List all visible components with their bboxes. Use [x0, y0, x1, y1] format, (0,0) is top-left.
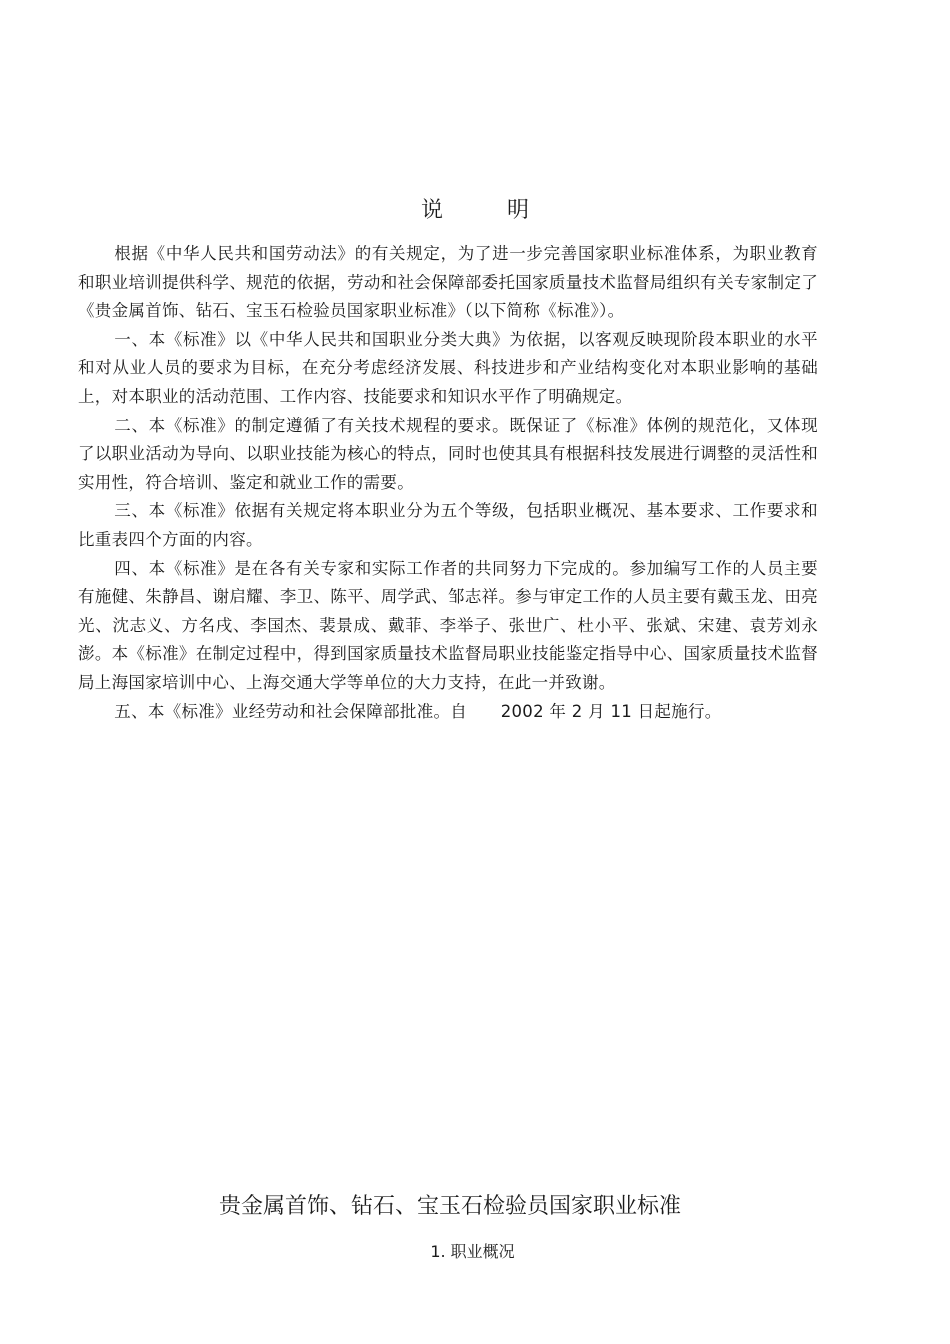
standard-heading: 贵金属首饰、钻石、宝玉石检验员国家职业标准 [218, 1194, 681, 1219]
section-heading: 1. 职业概况 [430, 1242, 515, 1261]
page-title: 说明 [420, 198, 593, 223]
clause-three-paragraph: 三、本《标准》依据有关规定将本职业分为五个等级，包括职业概况、基本要求、工作要求和比重表四个方面的内容。 [78, 501, 818, 549]
explanation-body [78, 240, 818, 726]
clause-four-paragraph: 四、本《标准》是在各有关专家和实际工作者的共同努力下完成的。参加编写工作的人员主要有施健、朱静昌、谢启耀、李卫、陈平、周学武、邹志祥。参与审定工作的人员主要有戴玉龙、田亮光、沈志义、方名戌、李国杰、裴景成、戴菲、李举子、张世广、杜小平、张斌、宋建、袁芳刘永澎。本《标准》在制定过程中，得到国家质量技术监督局职业技能鉴定指导中心、国家质量技术监督局上海国家培训中心、上海交通大学等单位的大力支持，在此一并致谢。 [78, 558, 818, 692]
intro-paragraph: 根据《中华人民共和国劳动法》的有关规定，为了进一步完善国家职业标准体系，为职业教育和职业培训提供科学、规范的依据，劳动和社会保障部委托国家质量技术监督局组织有关专家制定了《贵金属首饰、钻石、宝玉石检验员国家职业标准》（以下简称《标准》）。 [78, 244, 818, 321]
clause-five-paragraph: 五、本《标准》业经劳动和社会保障部批准。自 2002 年 2 月 11 日起施行。 [114, 701, 722, 721]
clause-two-paragraph: 二、本《标准》的制定遵循了有关技术规程的要求。既保证了《标准》体例的规范化，又体现了以职业活动为导向、以职业技能为核心的特点，同时也使其具有根据科技发展进行调整的灵活性和实用性，符合培训、鉴定和就业工作的需要。 [78, 415, 818, 492]
clause-one-paragraph: 一、本《标准》以《中华人民共和国职业分类大典》为依据，以客观反映现阶段本职业的水平和对从业人员的要求为目标，在充分考虑经济发展、科技进步和产业结构变化对本职业影响的基础上，对本职业的活动范围、工作内容、技能要求和知识水平作了明确规定。 [78, 329, 818, 406]
